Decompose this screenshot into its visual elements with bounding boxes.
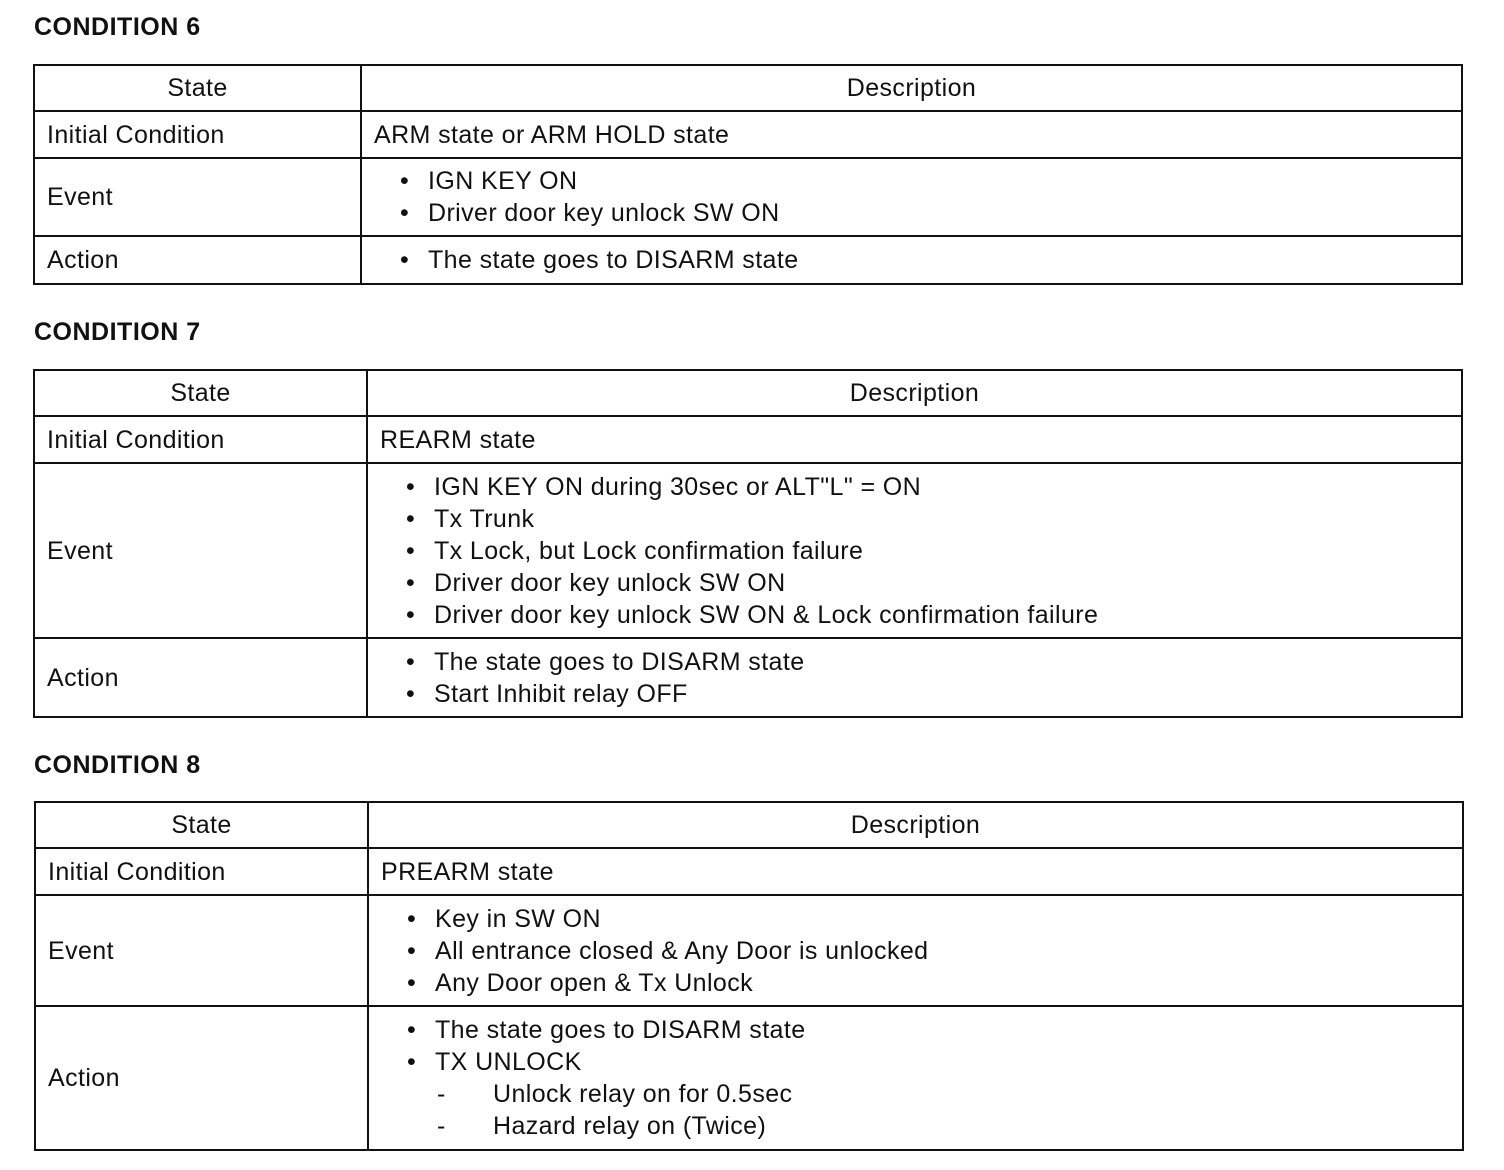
action-list-cell (368, 1006, 1463, 1150)
list-item: • IGN KEY ON (400, 165, 1461, 197)
list-item: • IGN KEY ON during 30sec or ALT"L" = ON (406, 471, 1461, 503)
initial-condition-row (34, 111, 1462, 158)
list-item: • Driver door key unlock SW ON & Lock confirmation failure (406, 599, 1461, 631)
event-row (35, 895, 1463, 1006)
condition-8-table (34, 801, 1464, 1151)
action-row (35, 1006, 1463, 1150)
condition-7-heading: CONDITION 7 (34, 318, 201, 346)
action-list-cell (361, 236, 1462, 284)
initial-condition-label: Initial Condition (35, 848, 368, 895)
event-row (34, 463, 1462, 638)
initial-condition-row (35, 848, 1463, 895)
event-list-cell (367, 463, 1462, 638)
event-label: Event (34, 463, 367, 638)
condition-7-table (33, 369, 1463, 718)
list-item: • TX UNLOCK (407, 1046, 1462, 1078)
initial-condition-value: ARM state or ARM HOLD state (361, 111, 1462, 158)
event-label: Event (35, 895, 368, 1006)
action-label: Action (34, 638, 367, 717)
event-list (381, 903, 1462, 999)
list-item: • Key in SW ON (407, 903, 1462, 935)
list-item: • Any Door open & Tx Unlock (407, 967, 1462, 999)
description-column-header: Description (367, 370, 1462, 416)
event-list-cell (368, 895, 1463, 1006)
list-item: • The state goes to DISARM state (400, 244, 1461, 276)
list-item: • The state goes to DISARM state (407, 1014, 1462, 1046)
list-item: • All entrance closed & Any Door is unlocked (407, 935, 1462, 967)
description-column-header: Description (368, 802, 1463, 848)
initial-condition-label: Initial Condition (34, 111, 361, 158)
event-list-cell (361, 158, 1462, 236)
sub-list-item: - Unlock relay on for 0.5sec (437, 1078, 1462, 1110)
action-label: Action (34, 236, 361, 284)
initial-condition-row (34, 416, 1462, 463)
table-header-row (34, 370, 1462, 416)
table-header-row (34, 65, 1462, 111)
condition-6-table (33, 64, 1463, 285)
table-header-row (35, 802, 1463, 848)
initial-condition-label: Initial Condition (34, 416, 367, 463)
list-item: • Driver door key unlock SW ON (400, 197, 1461, 229)
sub-list-item: - Hazard relay on (Twice) (437, 1110, 1462, 1142)
action-list (381, 1014, 1462, 1078)
event-label: Event (34, 158, 361, 236)
event-row (34, 158, 1462, 236)
action-sub-list (381, 1078, 1462, 1142)
event-list (374, 165, 1461, 229)
action-list-cell (367, 638, 1462, 717)
list-item: • Driver door key unlock SW ON (406, 567, 1461, 599)
action-list (374, 244, 1461, 276)
action-list (380, 646, 1461, 710)
description-column-header: Description (361, 65, 1462, 111)
action-row (34, 236, 1462, 284)
list-item: • Start Inhibit relay OFF (406, 678, 1461, 710)
action-label: Action (35, 1006, 368, 1150)
action-row (34, 638, 1462, 717)
condition-6-heading: CONDITION 6 (34, 13, 201, 41)
condition-8-heading: CONDITION 8 (34, 751, 201, 779)
state-column-header: State (35, 802, 368, 848)
list-item: • Tx Trunk (406, 503, 1461, 535)
initial-condition-value: REARM state (367, 416, 1462, 463)
state-column-header: State (34, 65, 361, 111)
initial-condition-value: PREARM state (368, 848, 1463, 895)
event-list (380, 471, 1461, 631)
list-item: • Tx Lock, but Lock confirmation failure (406, 535, 1461, 567)
list-item: • The state goes to DISARM state (406, 646, 1461, 678)
state-column-header: State (34, 370, 367, 416)
